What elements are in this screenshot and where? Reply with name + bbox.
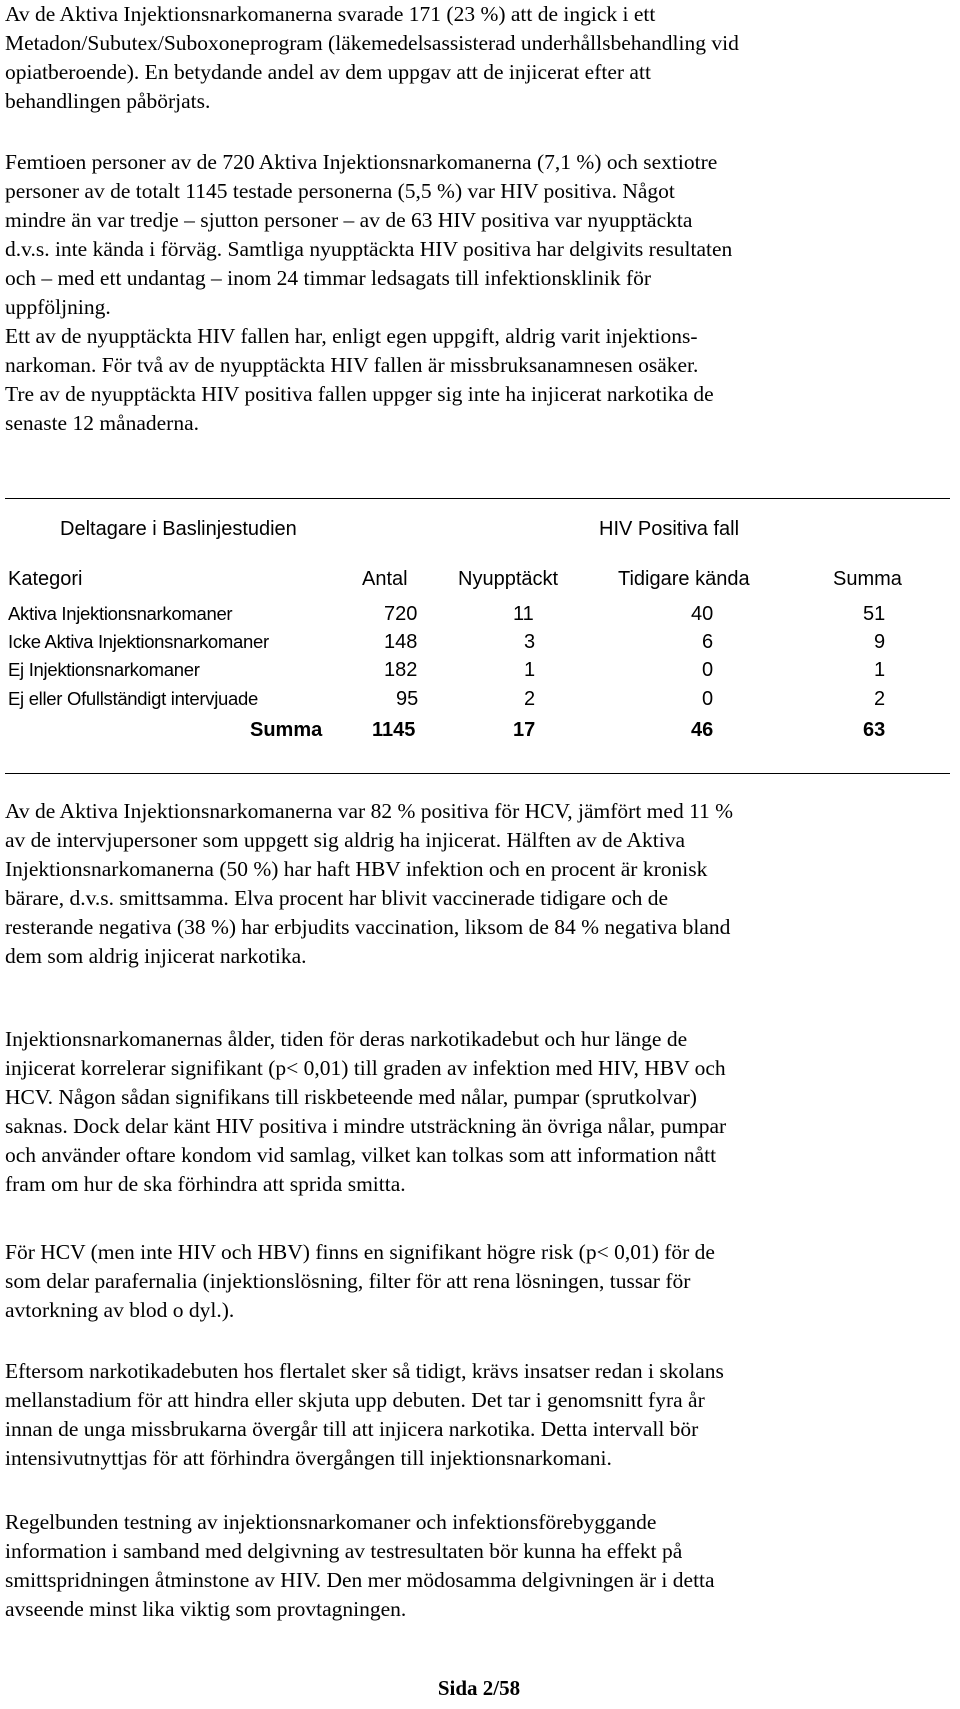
text-line: uppföljning.: [5, 295, 111, 319]
table-cell-sum: 2: [874, 688, 886, 710]
text-line: resterande negativa (38 %) har erbjudits vaccination, liksom de 84 % negativa bland: [5, 915, 731, 939]
paragraph-6: [5, 1357, 724, 1473]
column-header-category: Kategori: [8, 568, 83, 590]
table-cell-new: 11: [513, 603, 534, 625]
column-header-sum: Summa: [833, 568, 902, 590]
table-cell-known: 6: [702, 631, 714, 653]
text-line: och använder oftare kondom vid samlag, vilket kan tolkas som att information nått: [5, 1143, 717, 1167]
table-cell-new: 3: [524, 631, 536, 653]
text-line: mellanstadium för att hindra eller skjuta upp debuten. Det tar i genomsnitt fyra år: [5, 1388, 705, 1412]
table-total-new: 17: [513, 719, 536, 741]
table-cell-category: Aktiva Injektionsnarkomaner: [8, 603, 233, 624]
text-line: intensivutnyttjas för att förhindra övergången till injektionsnarkomani.: [5, 1446, 612, 1470]
text-line: fram om hur de ska förhindra att sprida smitta.: [5, 1172, 406, 1196]
table-total-label: Summa: [250, 719, 323, 741]
table-cell-sum: 9: [874, 631, 886, 653]
text-line: bärare, d.v.s. smittsamma. Elva procent har blivit vaccinerade tidigare och de: [5, 886, 669, 910]
text-line: narkoman. För två av de nyupptäckta HIV fallen är missbruksanamnesen osäker.: [5, 353, 699, 377]
text-line: information i samband med delgivning av testresultaten bör kunna ha effekt på: [5, 1539, 683, 1563]
paragraph-3: [5, 797, 733, 971]
table-cell-count: 148: [384, 631, 418, 653]
text-line: Tre av de nyupptäckta HIV positiva fallen uppger sig inte ha injicerat narkotika de: [5, 382, 714, 406]
table-group-header-hiv: HIV Positiva fall: [599, 518, 740, 540]
table-total-sum: 63: [863, 719, 886, 741]
text-line: dem som aldrig injicerat narkotika.: [5, 944, 307, 968]
column-header-new: Nyupptäckt: [458, 568, 559, 590]
text-line: som delar parafernalia (injektionslösning, filter för att rena lösningen, tussar för: [5, 1269, 691, 1293]
text-line: innan de unga missbrukarna övergår till att injicera narkotika. Detta intervall bör: [5, 1417, 699, 1441]
text-line: Av de Aktiva Injektionsnarkomanerna var 82 % positiva för HCV, jämfört med 11 %: [5, 799, 734, 823]
table-cell-count: 182: [384, 659, 418, 681]
text-line: injicerat korrelerar signifikant (p< 0,01) till graden av infektion med HIV, HBV och: [5, 1056, 726, 1080]
table-total-count: 1145: [372, 719, 416, 741]
table-group-header-participants: Deltagare i Baslinjestudien: [60, 518, 297, 540]
paragraph-4: [5, 1025, 726, 1199]
table-total-known: 46: [691, 719, 714, 741]
table-cell-category: Ej eller Ofullständigt intervjuade: [8, 688, 258, 709]
text-line: Femtioen personer av de 720 Aktiva Injektionsnarkomanerna (7,1 %) och sextiotre: [5, 150, 718, 174]
text-line: senaste 12 månaderna.: [5, 411, 200, 435]
text-line: Injektionsnarkomanerna (50 %) har haft HBV infektion och en procent är kronisk: [5, 857, 708, 881]
text-line: d.v.s. inte kända i förväg. Samtliga nyupptäckta HIV positiva har delgivits resultaten: [5, 237, 733, 261]
text-line: avtorkning av blod o dyl.).: [5, 1298, 235, 1322]
text-line: HCV. Någon sådan signifikans till riskbeteende med nålar, pumpar (sprutkolvar): [5, 1085, 697, 1109]
table-cell-sum: 1: [874, 659, 886, 681]
paragraph-7: [5, 1508, 715, 1624]
table-cell-count: 720: [384, 603, 418, 625]
text-line: Ett av de nyupptäckta HIV fallen har, enligt egen uppgift, aldrig varit injektions-: [5, 324, 698, 348]
text-line: För HCV (men inte HIV och HBV) finns en signifikant högre risk (p< 0,01) för de: [5, 1240, 715, 1264]
text-line: avseende minst lika viktig som provtagningen.: [5, 1597, 407, 1621]
text-line: och – med ett undantag – inom 24 timmar ledsagats till infektionsklinik för: [5, 266, 652, 290]
table-cell-known: 40: [691, 603, 714, 625]
page-number: Sida 2/58: [437, 1676, 521, 1700]
text-line: smittspridningen åtminstone av HIV. Den mer mödosamma delgivningen är i detta: [5, 1568, 715, 1592]
table-cell-known: 0: [702, 688, 714, 710]
text-line: Injektionsnarkomanernas ålder, tiden för deras narkotikadebut och hur länge de: [5, 1027, 688, 1051]
paragraph-5: [5, 1238, 715, 1325]
column-header-known: Tidigare kända: [618, 568, 750, 590]
table-cell-new: 1: [524, 659, 536, 681]
text-line: av de intervjupersoner som uppgett sig aldrig ha injicerat. Hälften av de Aktiva: [5, 828, 686, 852]
text-line: Regelbunden testning av injektionsnarkomaner och infektionsförebyggande: [5, 1510, 657, 1534]
table-cell-category: Ej Injektionsnarkomaner: [8, 659, 200, 680]
text-line: Metadon/Subutex/Suboxoneprogram (läkemedelsassisterad underhållsbehandling vid: [5, 31, 739, 55]
paragraph-1: [5, 0, 739, 116]
table-cell-new: 2: [524, 688, 536, 710]
text-line: mindre än var tredje – sjutton personer – av de 63 HIV positiva var nyupptäckta: [5, 208, 693, 232]
text-line: behandlingen påbörjats.: [5, 89, 211, 113]
text-line: opiatberoende). En betydande andel av dem uppgav att de injicerat efter att: [5, 60, 651, 84]
column-header-count: Antal: [362, 568, 408, 590]
table-cell-category: Icke Aktiva Injektionsnarkomaner: [8, 631, 269, 652]
table-cell-sum: 51: [863, 603, 886, 625]
text-line: Av de Aktiva Injektionsnarkomanerna svarade 171 (23 %) att de ingick i ett: [5, 2, 656, 26]
table-cell-known: 0: [702, 659, 714, 681]
text-line: Eftersom narkotikadebuten hos flertalet sker så tidigt, krävs insatser redan i skolans: [5, 1359, 724, 1383]
text-line: saknas. Dock delar känt HIV positiva i mindre utsträckning än övriga nålar, pumpar: [5, 1114, 727, 1138]
table-cell-count: 95: [396, 688, 419, 710]
text-line: personer av de totalt 1145 testade personerna (5,5 %) var HIV positiva. Något: [5, 179, 675, 203]
paragraph-2: [5, 148, 732, 438]
